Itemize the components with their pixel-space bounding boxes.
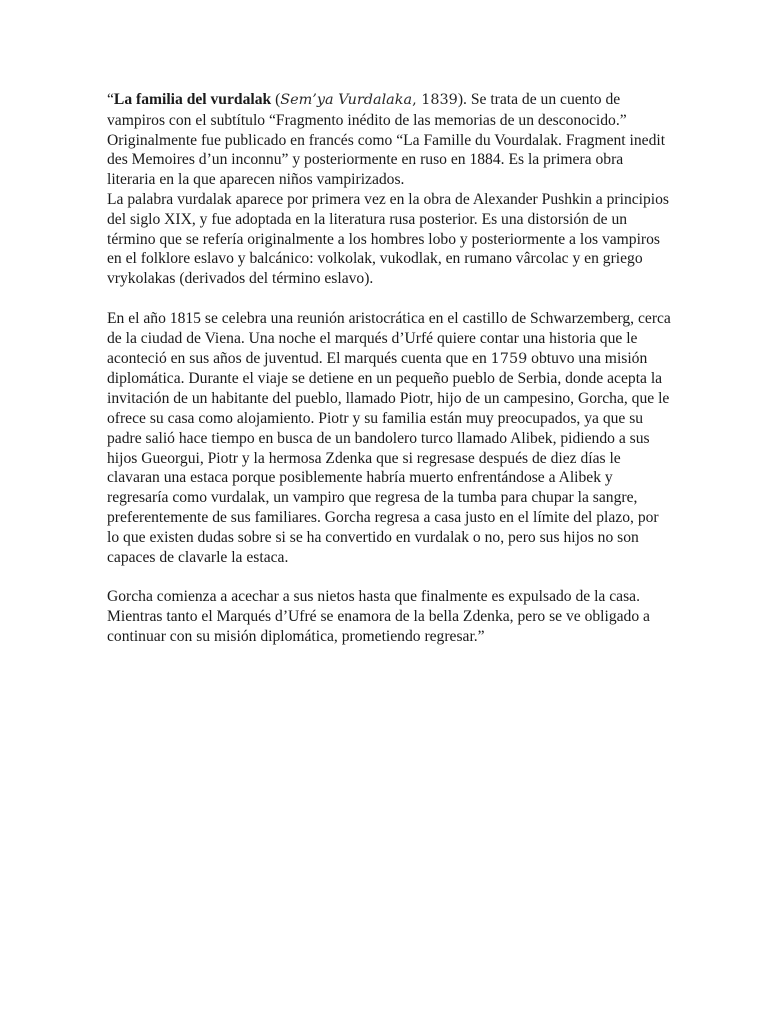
plot-text-b: obtuvo una misión diplomática. Durante el viaje se detiene en un pequeño pueblo de Serbia, donde acepta la invitación de un habitante del pueblo, llamado Piotr, hijo de un campesino, Gorcha, que le ofrece su casa como alojamiento. Piotr y su familia están muy preocupados, ya que su padre salió hace tiempo en busca de un bandolero turco llamado Alibek, pidiendo a sus hijos Gueorgui, Piotr y la hermosa Zdenka que si regresase después de diez días le clavaran una estaca porque posiblemente habría muerto enfrentándose a Alibek y regresaría como vurdalak, un vampiro que regresa de la tumba para chupar la sangre, preferentemente de sus familiares. Gorcha regresa a casa justo en el límite del plazo, por lo que existen dudas sobre si se ha convertido en vurdalak o no, pero sus hijos no son capaces de clavarle la estaca. <box>107 349 670 566</box>
open-quote: “ <box>107 91 114 108</box>
publication-year: 1839 <box>421 92 458 108</box>
paren-open: ( <box>271 91 281 108</box>
paragraph-spacer <box>107 567 672 587</box>
paragraph-etymology <box>107 190 672 289</box>
document-page <box>107 90 672 647</box>
plot-text-a: En el año 1815 se celebra una reunión aristocrática en el castillo de Schwarzemberg, cerca de la ciudad de Viena. Una noche el marqués d’Urfé quiere contar una historia que le aconteció en sus años de juventud. El marqués cuenta que en <box>107 309 671 367</box>
paragraph-ending <box>107 587 672 646</box>
intro-text: ). Se trata de un cuento de vampiros con el subtítulo “Fragmento inédito de las memorias de un desconocido.” Originalmente fue publicado en francés como “La Famille du Vourdalak. Fragment inedit des Memoires d’un inconnu” y posteriormente en ruso en 1884. Es la primera obra literaria en la que aparecen niños vampirizados. <box>107 91 666 189</box>
ending-text: Gorcha comienza a acechar a sus nietos hasta que finalmente es expulsado de la casa. Mientras tanto el Marqués d’Ufré se enamora de la bella Zdenka, pero se ve obligado a continuar con su misión diplomática, prometiendo regresar.” <box>107 588 650 645</box>
etymology-text-b: Es una distorsión de un término que se refería originalmente a los hombres lobo y posteriormente a los vampiros en el folklore eslavo y balcánico: volkolak, vukodlak, en rumano vârcolac y en griego vrykolakas (derivados del término eslavo). <box>107 210 660 288</box>
paragraph-plot <box>107 309 672 567</box>
paragraph-intro <box>107 90 672 190</box>
paragraph-spacer <box>107 289 672 309</box>
story-title: La familia del vurdalak <box>113 91 272 108</box>
original-title: Sem’ya Vurdalaka <box>280 92 413 108</box>
comma-separator: , <box>412 92 422 108</box>
mission-year: 1759 <box>490 350 528 367</box>
etymology-text-a: La palabra vurdalak aparece por primera vez en la obra de Alexander Pushkin a principios del siglo XIX, y fue adoptada en la literatura rusa posterior. <box>107 190 669 228</box>
